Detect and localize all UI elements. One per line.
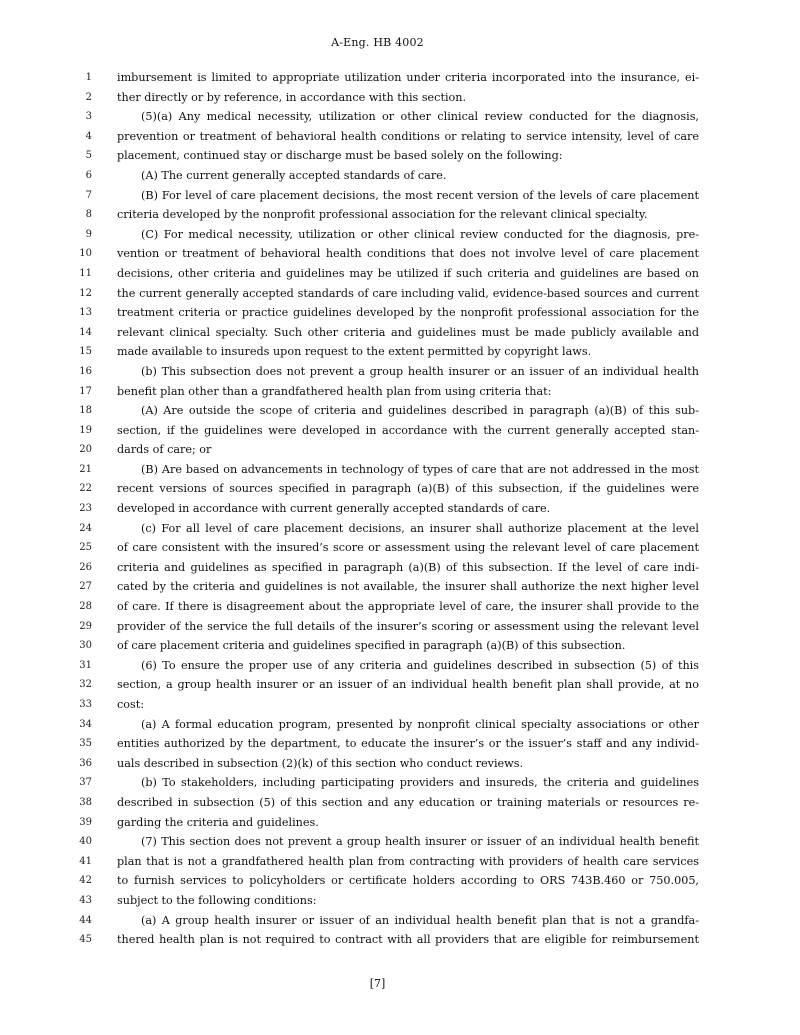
line-number: 20 [79,444,92,456]
document-line [0,186,800,206]
line-text: to furnish services to policyholders or certificate holders according to ORS 743B.460 or 750.005, [117,874,699,888]
line-number: 9 [85,228,92,240]
line-text: section, a group health insurer or an issuer of an individual health benefit plan shall provide, at no [117,678,699,692]
document-line [0,617,800,637]
line-number: 5 [85,150,92,162]
document-line [0,734,800,754]
line-number: 31 [79,659,92,671]
document-line [0,166,800,186]
document-line [0,538,800,558]
document-line [0,930,800,950]
document-line [0,597,800,617]
line-number: 6 [85,169,92,181]
line-text: the current generally accepted standards of care including valid, evidence-based sources and current [117,286,699,300]
line-text: (a) A group health insurer or issuer of an individual health benefit plan that is not a grandfa- [141,913,699,927]
line-number: 17 [79,385,92,397]
line-number: 10 [79,248,92,260]
document-line [0,832,800,852]
line-text: of care. If there is disagreement about the appropriate level of care, the insurer shall provide to the [117,600,699,614]
line-number: 19 [79,424,92,436]
line-text: (B) For level of care placement decisions, the most recent version of the levels of care placement [141,188,699,202]
line-number: 26 [79,561,92,573]
line-number: 7 [85,189,92,201]
line-number: 39 [79,816,92,828]
document-line [0,773,800,793]
document-line [0,107,800,127]
document-line [0,440,800,460]
document-line [0,284,800,304]
document-line [0,225,800,245]
line-text: (A) Are outside the scope of criteria and guidelines described in paragraph (a)(B) of this sub- [141,404,699,418]
line-number: 29 [79,620,92,632]
line-number: 1 [85,72,92,83]
document-line [0,244,800,264]
line-number: 4 [85,130,92,142]
document-line [0,146,800,166]
line-number: 35 [79,738,92,750]
line-number: 24 [79,522,92,534]
line-number: 18 [79,405,92,417]
line-text: (5)(a) Any medical necessity, utilization or other clinical review conducted for the diagnosis, [141,110,699,124]
line-number: 36 [79,757,92,769]
line-number: 37 [79,777,92,789]
line-number: 28 [79,601,92,613]
line-number: 23 [79,503,92,515]
document-line [0,519,800,539]
line-number: 8 [85,209,92,221]
document-line [0,754,800,774]
line-text: prevention or treatment of behavioral health conditions or relating to service intensity, level of care [117,129,699,143]
line-number: 32 [79,679,92,691]
line-number: 45 [79,934,92,946]
line-text: (b) This subsection does not prevent a group health insurer or an issuer of an individual health [141,364,699,378]
document-line [0,636,800,656]
page-header-title: A-Eng. HB 4002 [331,36,424,49]
line-text: (6) To ensure the proper use of any criteria and guidelines described in subsection (5) of this [141,658,699,672]
line-number: 2 [85,91,92,103]
line-text: (b) To stakeholders, including participating providers and insureds, the criteria and guidelines [141,776,699,790]
line-number: 12 [79,287,92,299]
line-number: 43 [79,894,92,906]
document-line [0,871,800,891]
document-line [0,813,800,833]
line-text: (C) For medical necessity, utilization or other clinical review conducted for the diagnosis, pre- [141,227,699,241]
line-text: of care consistent with the insured’s score or assessment using the relevant level of care placement [117,541,699,555]
line-number: 44 [79,914,92,926]
line-text: criteria and guidelines as specified in paragraph (a)(B) of this subsection. If the level of care indi- [117,560,699,574]
document-line [0,911,800,931]
page-number: [7] [369,977,386,990]
document-line [0,558,800,578]
document-line [0,479,800,499]
line-text: thered health plan is not required to contract with all providers that are eligible for reimbursement [117,933,699,947]
line-text: relevant clinical specialty. Such other criteria and guidelines must be made publicly available and [117,325,699,339]
document-line [0,715,800,735]
document-line [0,342,800,362]
line-text: treatment criteria or practice guidelines developed by the nonprofit professional association for the [117,306,699,320]
document-line [0,303,800,323]
line-number: 40 [79,836,92,848]
document-line [0,577,800,597]
line-text: (B) Are based on advancements in technology of types of care that are not addressed in the most [141,462,699,476]
line-text: (A) The current generally accepted standards of care. [141,168,447,182]
line-text: (7) This section does not prevent a group health insurer or issuer of an individual health benefit [141,835,699,849]
line-text: criteria developed by the nonprofit professional association for the relevant clinical specialty. [117,208,648,222]
document-line [0,362,800,382]
document-line [0,421,800,441]
line-number: 41 [79,855,92,867]
line-text: cated by the criteria and guidelines is not available, the insurer shall authorize the next higher level [117,580,699,594]
line-text: developed in accordance with current generally accepted standards of care. [117,502,551,516]
line-number: 15 [79,346,92,358]
document-line [0,205,800,225]
line-text: (a) A formal education program, presented by nonprofit clinical specialty associations or other [141,717,699,731]
document-line [0,675,800,695]
line-number: 3 [85,111,92,123]
line-number: 42 [79,875,92,887]
line-text: uals described in subsection (2)(k) of this section who conduct reviews. [117,756,524,770]
document-line [0,127,800,147]
line-text: ther directly or by reference, in accordance with this section. [117,90,467,104]
line-text: cost: [117,698,145,711]
document-line [0,695,800,715]
document-line [0,264,800,284]
line-text: subject to the following conditions: [117,893,317,907]
line-text: made available to insureds upon request to the extent permitted by copyright laws. [117,345,592,359]
line-text: of care placement criteria and guidelines specified in paragraph (a)(B) of this subsection. [117,639,626,653]
line-text: benefit plan other than a grandfathered health plan from using criteria that: [117,384,552,398]
document-line [0,460,800,480]
document-body [0,68,800,950]
line-number: 27 [79,581,92,593]
line-text: (c) For all level of care placement decisions, an insurer shall authorize placement at the level [141,521,699,535]
document-line [0,88,800,108]
line-text: plan that is not a grandfathered health plan from contracting with providers of health care services [117,854,699,868]
line-number: 38 [79,796,92,808]
line-text: vention or treatment of behavioral health conditions that does not involve level of care placement [117,247,699,261]
document-line [0,68,800,88]
document-line [0,499,800,519]
document-line [0,852,800,872]
line-text: described in subsection (5) of this section and any education or training materials or resources re- [117,795,699,809]
line-number: 16 [79,365,92,377]
document-line [0,382,800,402]
document-line [0,891,800,911]
line-text: recent versions of sources specified in paragraph (a)(B) of this subsection, if the guidelines were [117,482,699,496]
line-number: 34 [79,718,92,730]
line-number: 25 [79,542,92,554]
document-line [0,401,800,421]
line-text: entities authorized by the department, to educate the insurer’s or the issuer’s staff and any individ- [117,737,699,751]
line-number: 22 [79,483,92,495]
line-number: 30 [79,640,92,652]
line-text: imbursement is limited to appropriate utilization under criteria incorporated into the insurance, ei- [117,71,699,84]
line-number: 21 [79,463,92,475]
line-number: 11 [79,267,92,279]
document-line [0,793,800,813]
line-text: section, if the guidelines were developed in accordance with the current generally accepted stan- [117,423,699,437]
line-text: dards of care; or [117,443,212,457]
document-line [0,656,800,676]
line-text: placement, continued stay or discharge must be based solely on the following: [117,149,563,163]
line-text: provider of the service the full details of the insurer’s scoring or assessment using the relevant level [117,619,699,633]
line-text: decisions, other criteria and guidelines may be utilized if such criteria and guidelines are based on [117,266,699,280]
line-text: garding the criteria and guidelines. [117,815,319,829]
document-line [0,323,800,343]
line-number: 13 [79,307,92,319]
line-number: 14 [79,326,92,338]
line-number: 33 [79,699,92,710]
